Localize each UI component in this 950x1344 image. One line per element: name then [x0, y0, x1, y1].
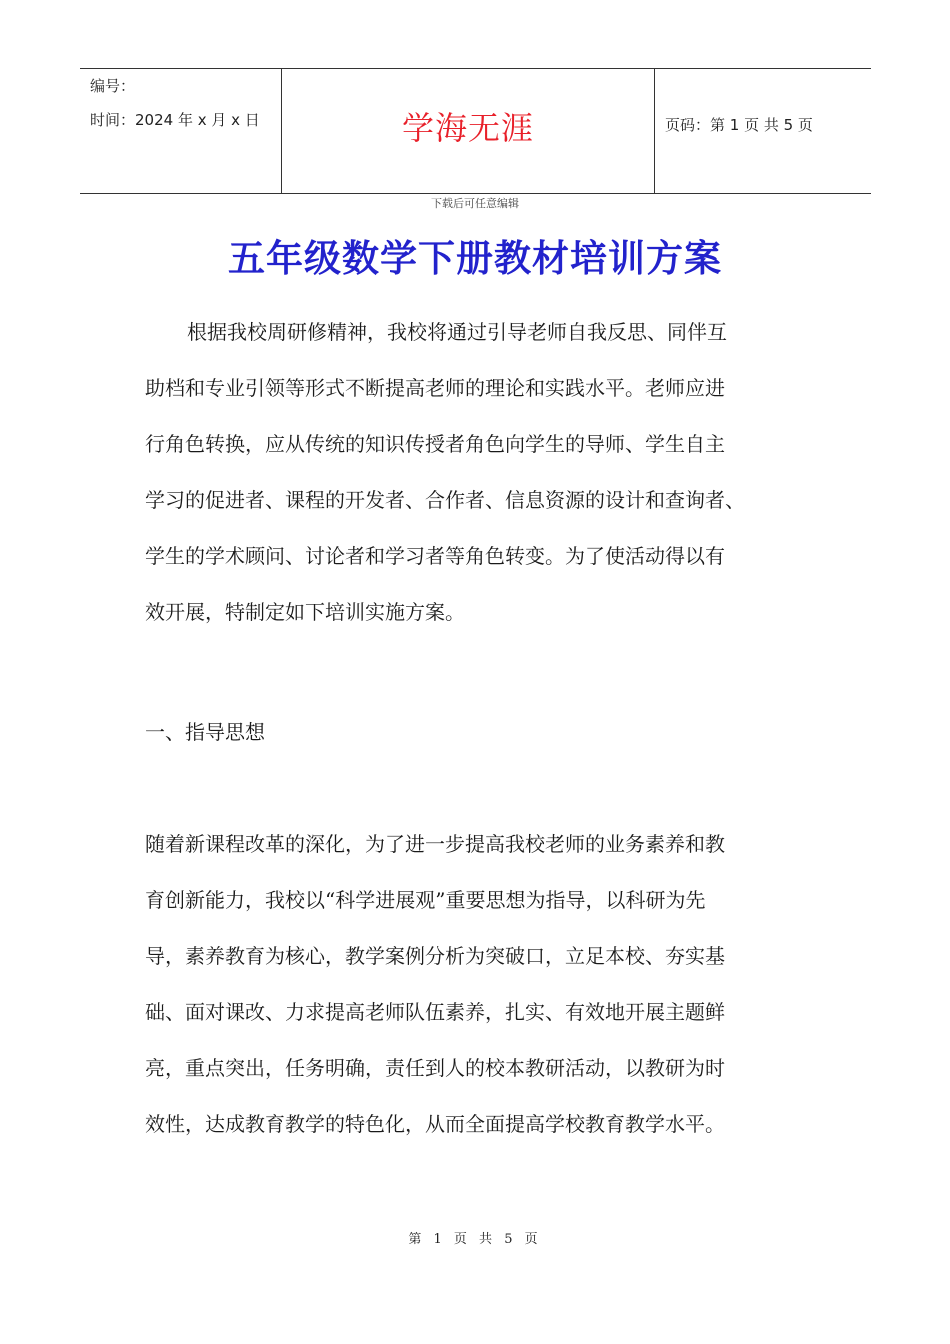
editable-note: 下载后可任意编辑	[431, 197, 519, 210]
intro-paragraph	[145, 304, 825, 640]
header-right-cell	[655, 69, 871, 193]
paragraph-line: 根据我校周研修精神，我校将通过引导老师自我反思、同伴互	[187, 320, 727, 344]
paragraph-line: 学习的促进者、课程的开发者、合作者、信息资源的设计和查询者、	[145, 488, 745, 512]
document-number-label: 编号：	[90, 77, 136, 95]
paragraph-line: 础、面对课改、力求提高老师队伍素养，扎实、有效地开展主题鲜	[145, 1000, 725, 1024]
section-heading: 一、指导思想	[145, 720, 265, 744]
paragraph-line: 学生的学术顾问、讨论者和学习者等角色转变。为了使活动得以有	[145, 544, 725, 568]
paragraph-line: 行角色转换，应从传统的知识传授者角色向学生的导师、学生自主	[145, 432, 725, 456]
document-title: 五年级数学下册教材培训方案	[228, 236, 722, 280]
document-header-table	[80, 68, 871, 194]
paragraph-line: 育创新能力，我校以“科学进展观”重要思想为指导，以科研为先	[145, 888, 706, 912]
paragraph-line: 助档和专业引领等形式不断提高老师的理论和实践水平。老师应进	[145, 376, 725, 400]
page-footer: 第 1 页 共 5 页	[408, 1232, 542, 1247]
paragraph-line: 导，素养教育为核心，教学案例分析为突破口，立足本校、夯实基	[145, 944, 725, 968]
paragraph-line: 效开展，特制定如下培训实施方案。	[145, 600, 465, 624]
page-code-label: 页码：第 1 页 共 5 页	[665, 116, 813, 134]
header-middle-cell	[281, 69, 655, 193]
header-left-cell	[80, 69, 281, 193]
paragraph-line: 随着新课程改革的深化，为了进一步提高我校老师的业务素养和教	[145, 832, 725, 856]
document-time-label: 时间：2024 年 x 月 x 日	[90, 111, 260, 129]
paragraph-line: 效性，达成教育教学的特色化，从而全面提高学校教育教学水平。	[145, 1112, 725, 1136]
brand-title: 学海无涯	[401, 109, 534, 147]
paragraph-line: 亮，重点突出，任务明确，责任到人的校本教研活动，以教研为时	[145, 1056, 725, 1080]
guiding-thought-paragraph	[145, 816, 825, 1152]
